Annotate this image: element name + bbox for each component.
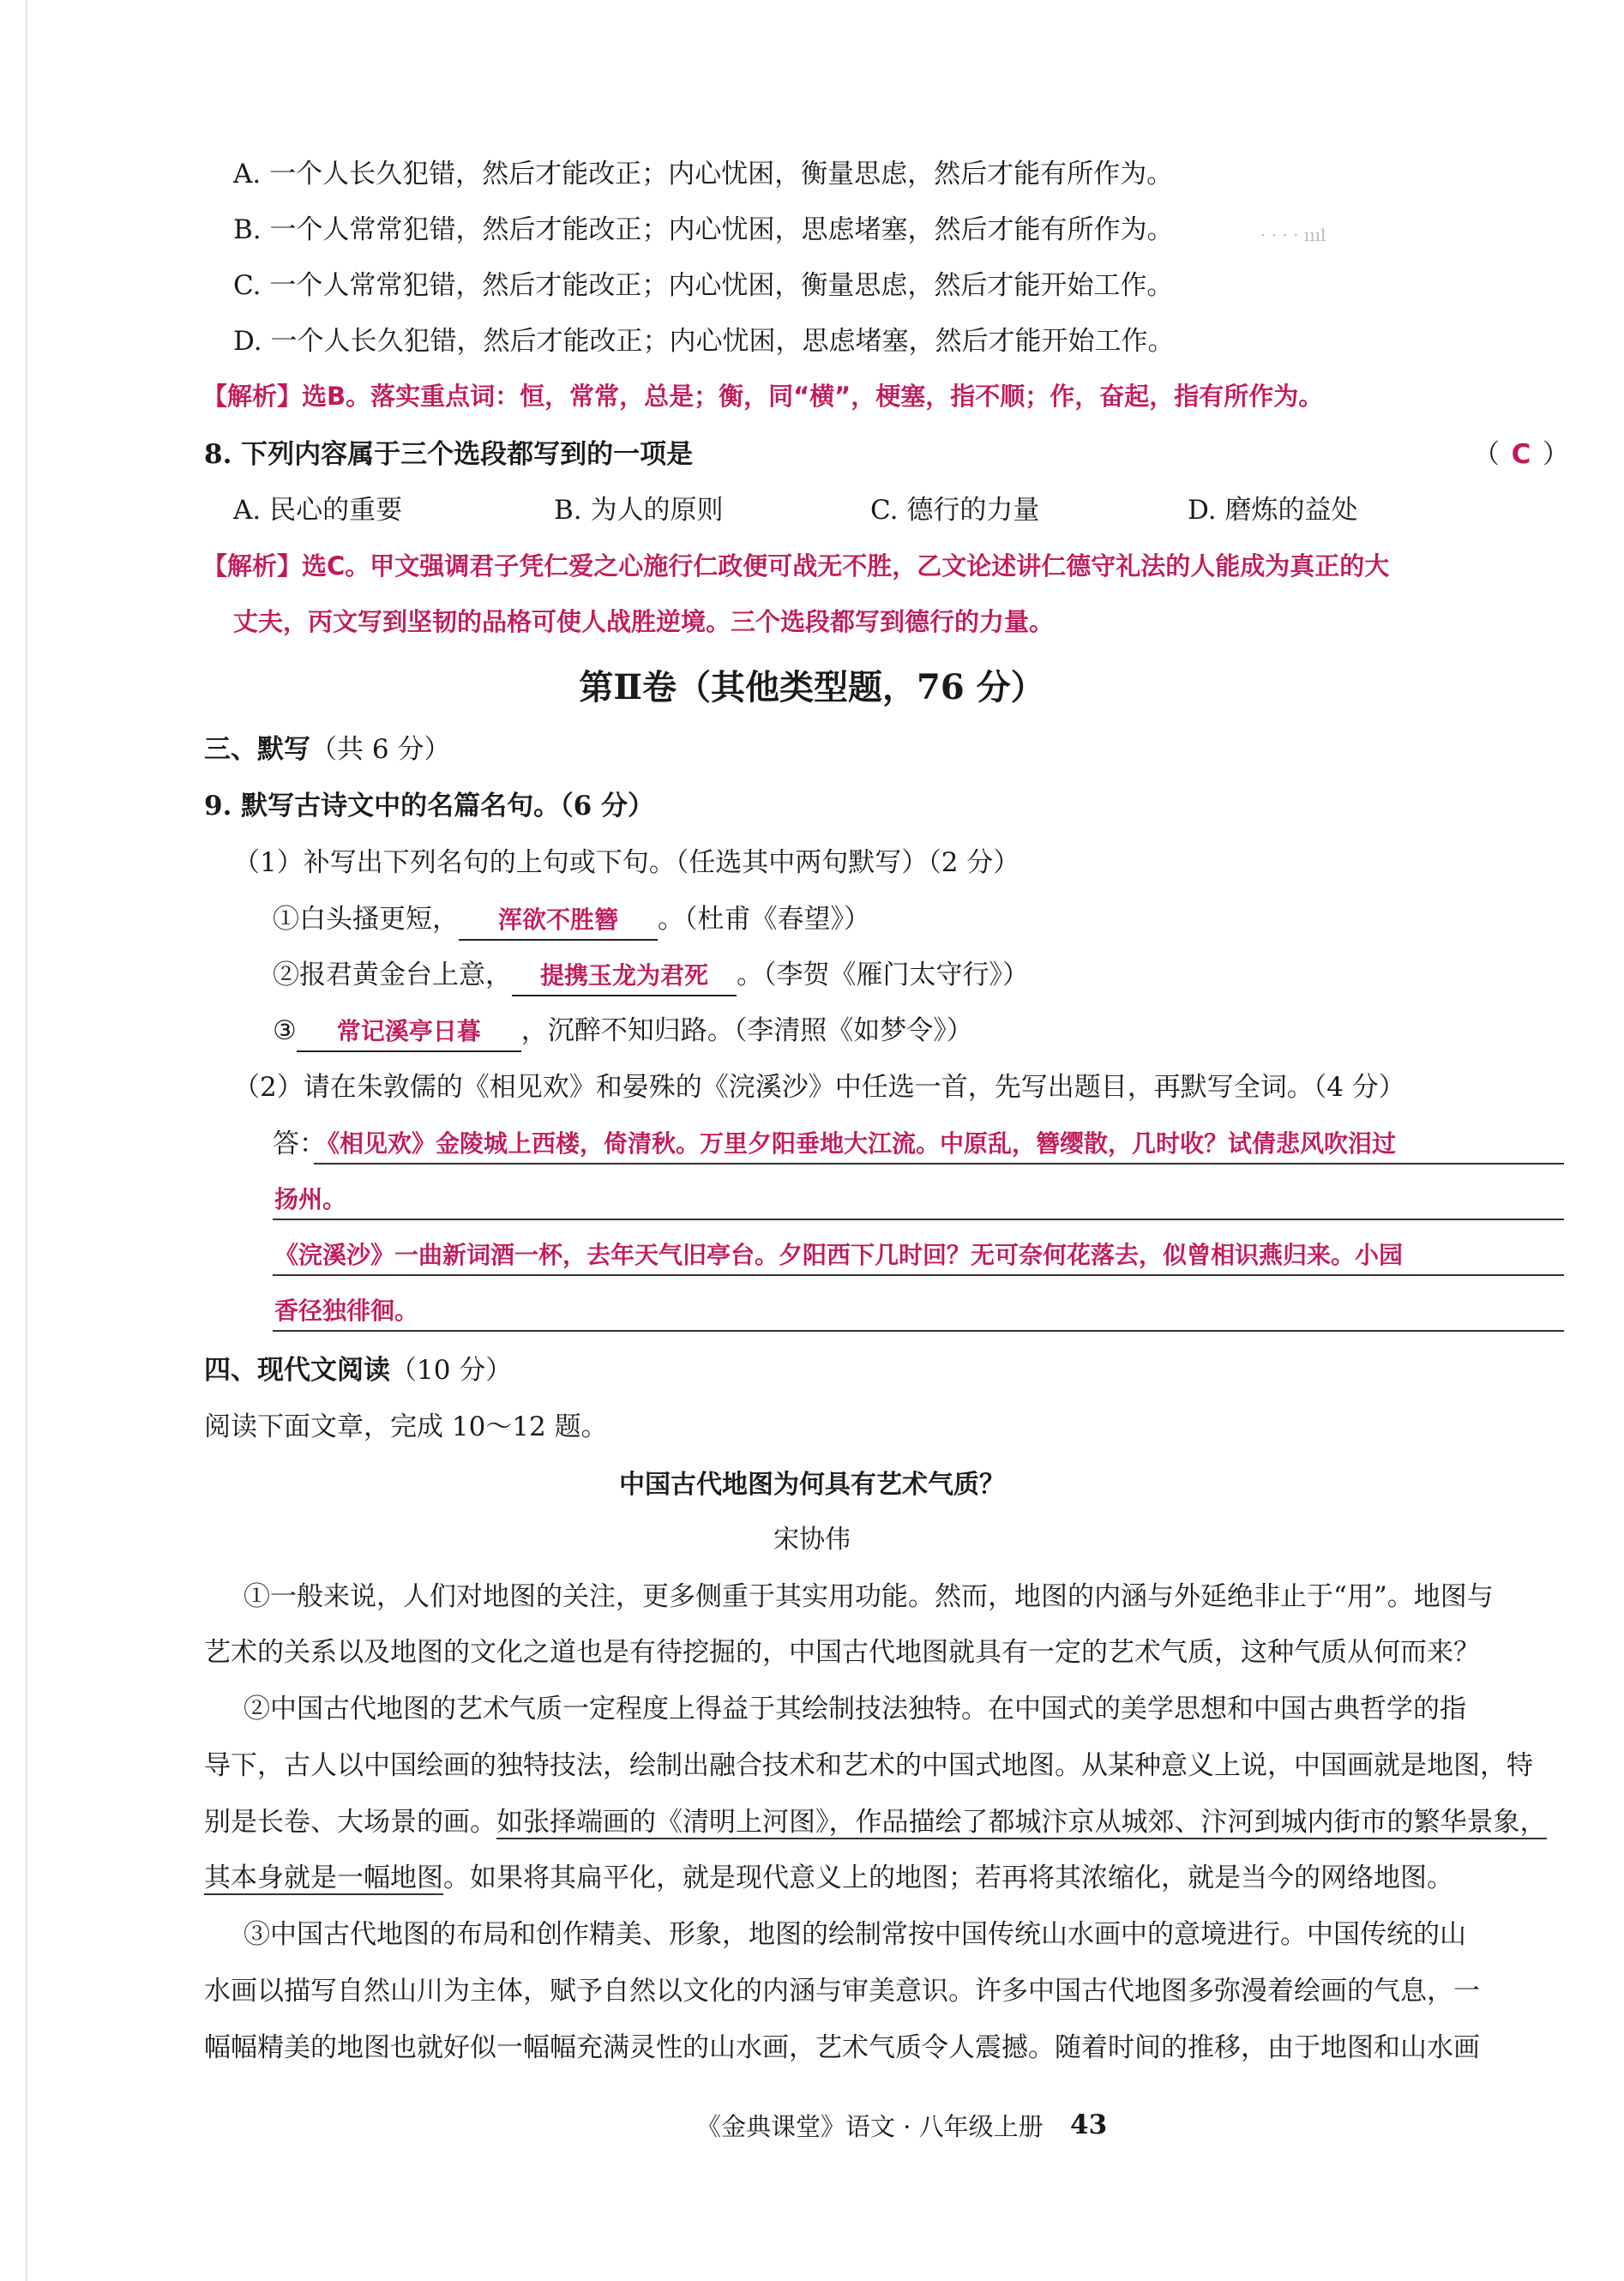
q9-item1-after: 。（杜甫《春望》） [658,904,870,935]
paragraph2-line2: 导下，古人以中国绘画的独特技法，绘制出融合技术和艺术的中国式地图。从某种意义上说，中国画就是地图，特 [204,1750,1533,1781]
q8-option-d: D. 磨炼的益处 [1188,495,1358,526]
underlined-sentence-part1: 如张择端画的《清明上河图》，作品描绘了都城汴京从城郊、汴河到城内街市的繁华景象， [496,1807,1547,1838]
q9-stem: 9. 默写古诗文中的名篇名句。（6 分） [204,791,655,822]
paragraph2-line1: ②中国古代地图的艺术气质一定程度上得益于其绘制技法独特。在中国式的美学思想和中国古典哲学的指 [244,1694,1466,1724]
q7-option-b: B. 一个人常常犯错，然后才能改正；内心忧困，思虑堵塞，然后才能有所作为。 [233,214,1174,245]
section4-heading-text: 四、现代文阅读 [204,1355,390,1386]
answer-label: 答： [273,1128,326,1159]
q8-analysis-line1: 【解析】选C。甲文强调君子凭仁爱之心施行仁政便可战无不胜，乙文论述讲仁德守礼法的人能成为真正的大 [202,551,1390,581]
answer-underline-4 [273,1330,1564,1332]
q7-option-a: A. 一个人长久犯错，然后才能改正；内心忧困，衡量思虑，然后才能有所作为。 [233,159,1174,190]
paragraph1-line2: 艺术的关系以及地图的文化之道也是有待挖掘的，中国古代地图就具有一定的艺术气质，这种气质从何而来？ [204,1637,1480,1668]
q7-option-c: C. 一个人常常犯错，然后才能改正；内心忧困，衡量思虑，然后才能开始工作。 [233,270,1174,301]
answer-line-1: 《相见欢》金陵城上西楼，倚清秋。万里夕阳垂地大江流。中原乱，簪缨散，几时收？试倩悲风吹泪过 [316,1129,1397,1158]
q9-sub2: （2）请在朱敦儒的《相见欢》和晏殊的《浣溪沙》中任选一首，先写出题目，再默写全词。（4 分） [233,1072,1405,1103]
q8-analysis-line2: 丈夫，丙文写到坚韧的品格可使人战胜逆境。三个选段都写到德行的力量。 [233,607,1055,636]
paragraph2-line4 [204,1859,1453,1897]
paragraph3-line1: ③中国古代地图的布局和创作精美、形象，地图的绘制常按中国传统山水画中的意境进行。中国传统的山 [244,1919,1466,1950]
scan-edge [26,0,27,2281]
article-author: 宋协伟 [773,1525,851,1555]
q9-item1 [273,900,870,941]
answer-underline-1 [314,1163,1564,1165]
answer-underline-3 [273,1274,1564,1276]
q8-stem: 8. 下列内容属于三个选段都写到的一项是 [204,439,694,470]
answer-line-3: 《浣溪沙》一曲新词酒一杯，去年天气旧亭台。夕阳西下几时回？无可奈何花落去，似曾相识燕归来。小园 [274,1241,1404,1269]
scan-smudge: · · · · ıııl [1260,225,1326,245]
q8-paren-close: ） [1543,439,1569,470]
part2-title: 第Ⅱ卷（其他类型题，76 分） [579,667,1045,707]
q9-item3-before: ③ [273,1015,297,1046]
section3-score: （共 6 分） [310,734,451,765]
q9-item1-before: ①白头搔更短， [273,904,459,935]
q7-option-d: D. 一个人长久犯错，然后才能改正；内心忧困，思虑堵塞，然后才能开始工作。 [233,326,1175,357]
q9-item2-after: 。（李贺《雁门太守行》） [737,960,1029,990]
article-title: 中国古代地图为何具有艺术气质？ [619,1470,1005,1500]
reading-instruction: 阅读下面文章，完成 10～12 题。 [204,1411,608,1442]
section3-heading-text: 三、默写 [204,734,310,765]
answer-line-2: 扬州。 [274,1185,347,1213]
paragraph2-line3-text: 别是长卷、大场景的画。 [204,1807,496,1838]
section4-score: （10 分） [390,1355,513,1386]
q9-item1-answer: 浑欲不胜簪 [459,901,658,941]
q8-option-c: C. 德行的力量 [870,495,1040,526]
q9-item3-after: ，沉醉不知归路。（李清照《如梦令》） [520,1015,973,1046]
q9-item2-answer: 提携玉龙为君死 [512,957,737,996]
paragraph2-line4-rest: 。如果将其扁平化，就是现代意义上的地图；若再将其浓缩化，就是当今的网络地图。 [443,1863,1453,1893]
page-number: 43 [1070,2109,1108,2140]
paragraph1-line1: ①一般来说，人们对地图的关注，更多侧重于其实用功能。然而，地图的内涵与外延绝非止于“用”。地图与 [244,1581,1494,1612]
q8-answer: C [1511,439,1531,470]
q7-analysis: 【解析】选B。落实重点词：恒，常常，总是；衡，同“横”，梗塞，指不顺；作，奋起，指有所作为。 [202,382,1324,411]
q8-answer-bracket [1473,436,1569,473]
q9-item3 [273,1012,973,1052]
answer-underline-2 [273,1219,1564,1220]
answer-line-4: 香径独徘徊。 [274,1297,419,1325]
section4-heading [204,1351,512,1389]
q9-item3-answer: 常记溪亭日暮 [297,1013,521,1052]
paragraph3-line3: 幅幅精美的地图也就好似一幅幅充满灵性的山水画，艺术气质令人震撼。随着时间的推移，由于地图和山水画 [204,2032,1480,2063]
q9-item2-before: ②报君黄金台上意， [273,960,512,990]
q9-item2 [273,956,1029,996]
paragraph3-line2: 水画以描写自然山川为主体，赋予自然以文化的内涵与审美意识。许多中国古代地图多弥漫着绘画的气息，一 [204,1976,1480,2007]
q8-option-b: B. 为人的原则 [554,495,724,526]
underlined-sentence-part2: 其本身就是一幅地图 [204,1863,443,1893]
paragraph2-line3 [204,1803,1547,1841]
q8-option-a: A. 民心的重要 [233,495,403,526]
q8-paren-open: （ [1473,439,1500,470]
section3-heading [204,731,450,768]
q9-sub1: （1）补写出下列名句的上句或下句。（任选其中两句默写）（2 分） [233,847,1020,878]
footer-book-title: 《金典课堂》语文 · 八年级上册 [696,2112,1044,2141]
